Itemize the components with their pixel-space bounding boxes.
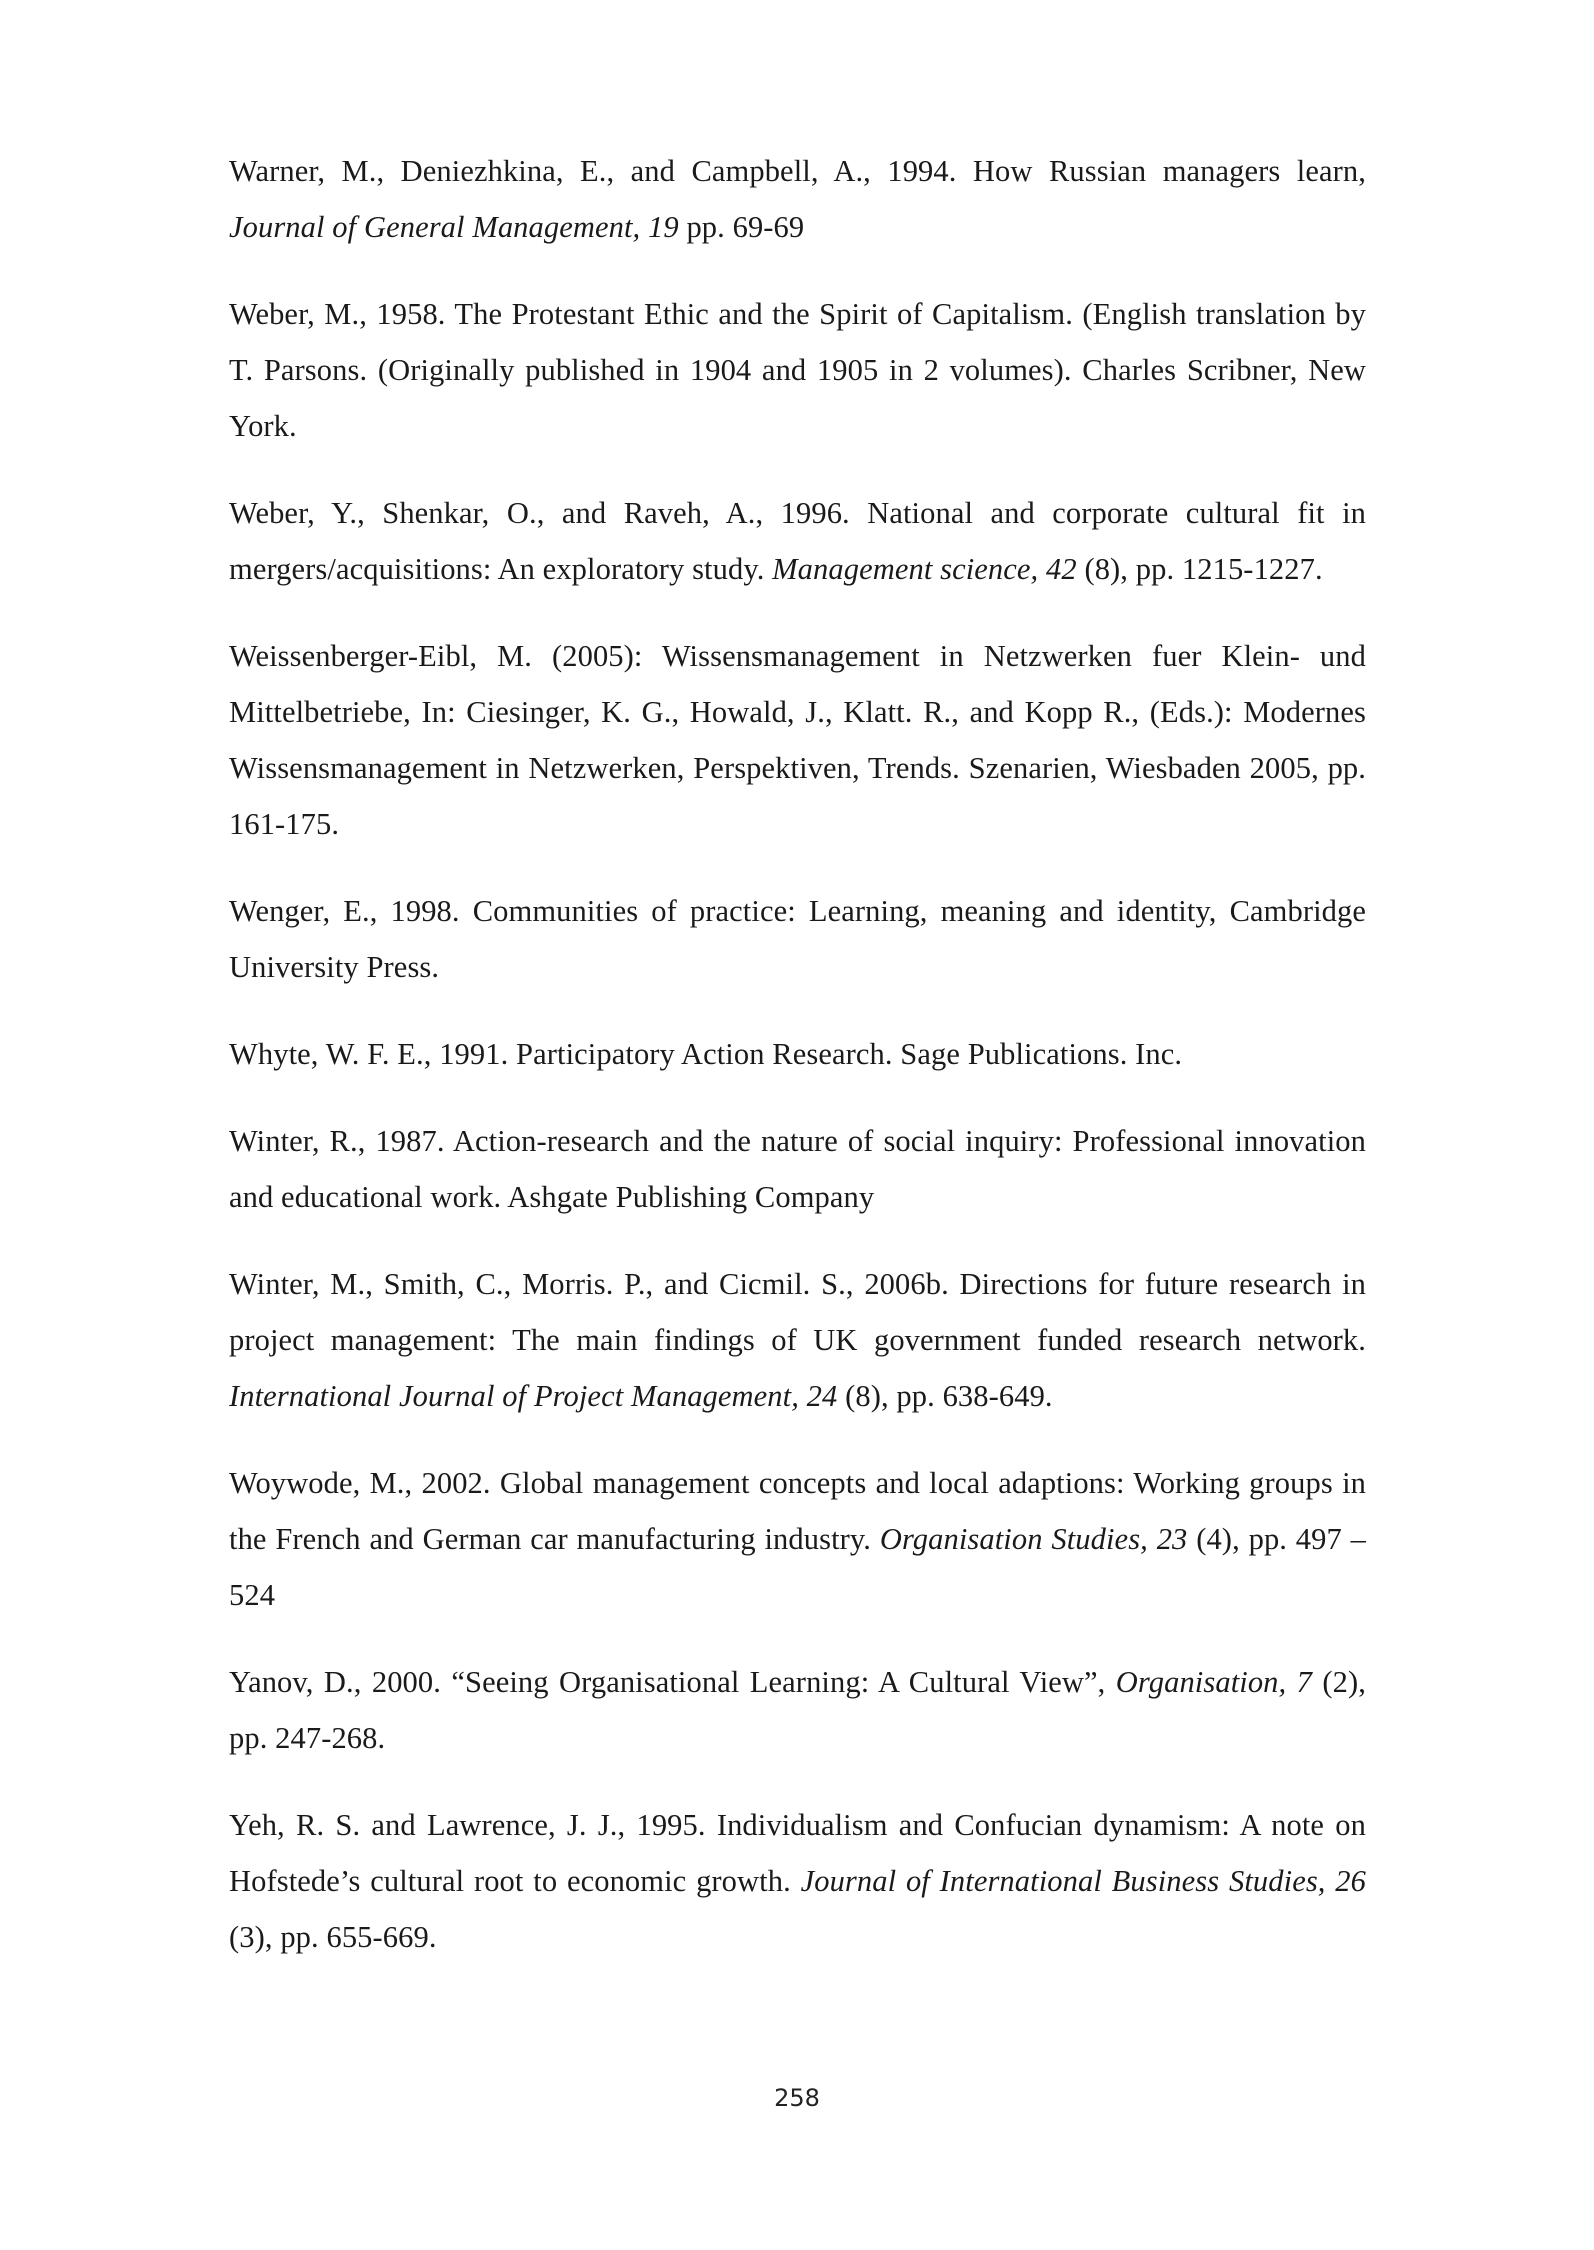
reference-text: Weber, Y., Shenkar, O., and Raveh, A., 1996. National and corporate cultural fit in mergers/acquisitions: An exploratory study. (229, 496, 1366, 586)
reference-text: (8), pp. 638-649. (837, 1379, 1053, 1413)
reference-text: Warner, M., Deniezhkina, E., and Campbell, A., 1994. How Russian managers learn, (229, 154, 1366, 188)
reference-entry (229, 1455, 1366, 1623)
reference-journal: International Journal of Project Management, 24 (229, 1379, 838, 1413)
reference-text: Yeh, R. S. and Lawrence, J. J., 1995. Individualism and Confucian dynamism: A note on Hofstede’s cultural root to economic growth. (229, 1808, 1366, 1898)
reference-text: Winter, R., 1987. Action-research and the nature of social inquiry: Professional innovation and educational work. Ashgate Publishing Company (229, 1124, 1366, 1214)
reference-journal: Management science, 42 (772, 552, 1077, 586)
reference-journal: Organisation, 7 (1115, 1665, 1312, 1699)
reference-entry (229, 883, 1366, 995)
reference-journal: Journal of General Management, 19 (229, 210, 679, 244)
reference-entry (229, 143, 1366, 255)
reference-text: Weissenberger-Eibl, M. (2005): Wissensmanagement in Netzwerken fuer Klein- und Mittelbetriebe, In: Ciesinger, K. G., Howald, J., Klatt. R., and Kopp R., (Eds.): Modernes Wissensmanagement in Netzwerken, Perspektiven, Trends. Szenarien, Wiesbaden 2005, pp. 161-175. (229, 639, 1366, 841)
reference-text: Wenger, E., 1998. Communities of practice: Learning, meaning and identity, Cambridge University Press. (229, 894, 1366, 984)
reference-text: (4), pp. 497 – 524 (229, 1522, 1367, 1612)
reference-text: Winter, M., Smith, C., Morris. P., and Cicmil. S., 2006b. Directions for future research in project management: The main findings of UK government funded research network. (229, 1267, 1366, 1357)
page-number: 258 (774, 2084, 820, 2112)
reference-text: (2), pp. 247-268. (229, 1665, 1366, 1755)
reference-entry (229, 628, 1366, 852)
reference-text: (8), pp. 1215-1227. (1076, 552, 1323, 586)
reference-entry (229, 1026, 1366, 1082)
reference-entry (229, 1797, 1366, 1965)
reference-journal: Organisation Studies, 23 (879, 1522, 1188, 1556)
reference-entry (229, 1654, 1366, 1766)
reference-text: Yanov, D., 2000. “Seeing Organisational Learning: A Cultural View”, (229, 1665, 1116, 1699)
reference-text: Woywode, M., 2002. Global management concepts and local adaptions: Working groups in the French and German car manufacturing industry. (229, 1466, 1366, 1556)
reference-text: Whyte, W. F. E., 1991. Participatory Action Research. Sage Publications. Inc. (229, 1037, 1183, 1071)
reference-entry (229, 286, 1366, 454)
reference-journal: Journal of International Business Studies, 26 (800, 1864, 1367, 1898)
reference-entry (229, 1113, 1366, 1225)
reference-entry (229, 485, 1366, 597)
reference-text: pp. 69-69 (678, 210, 805, 244)
reference-text: Weber, M., 1958. The Protestant Ethic and the Spirit of Capitalism. (English translation by T. Parsons. (Originally published in 1904 and 1905 in 2 volumes). Charles Scribner, New York. (229, 297, 1366, 443)
reference-entry (229, 1256, 1366, 1424)
reference-list (229, 143, 1366, 1996)
reference-text: (3), pp. 655-669. (229, 1920, 437, 1954)
